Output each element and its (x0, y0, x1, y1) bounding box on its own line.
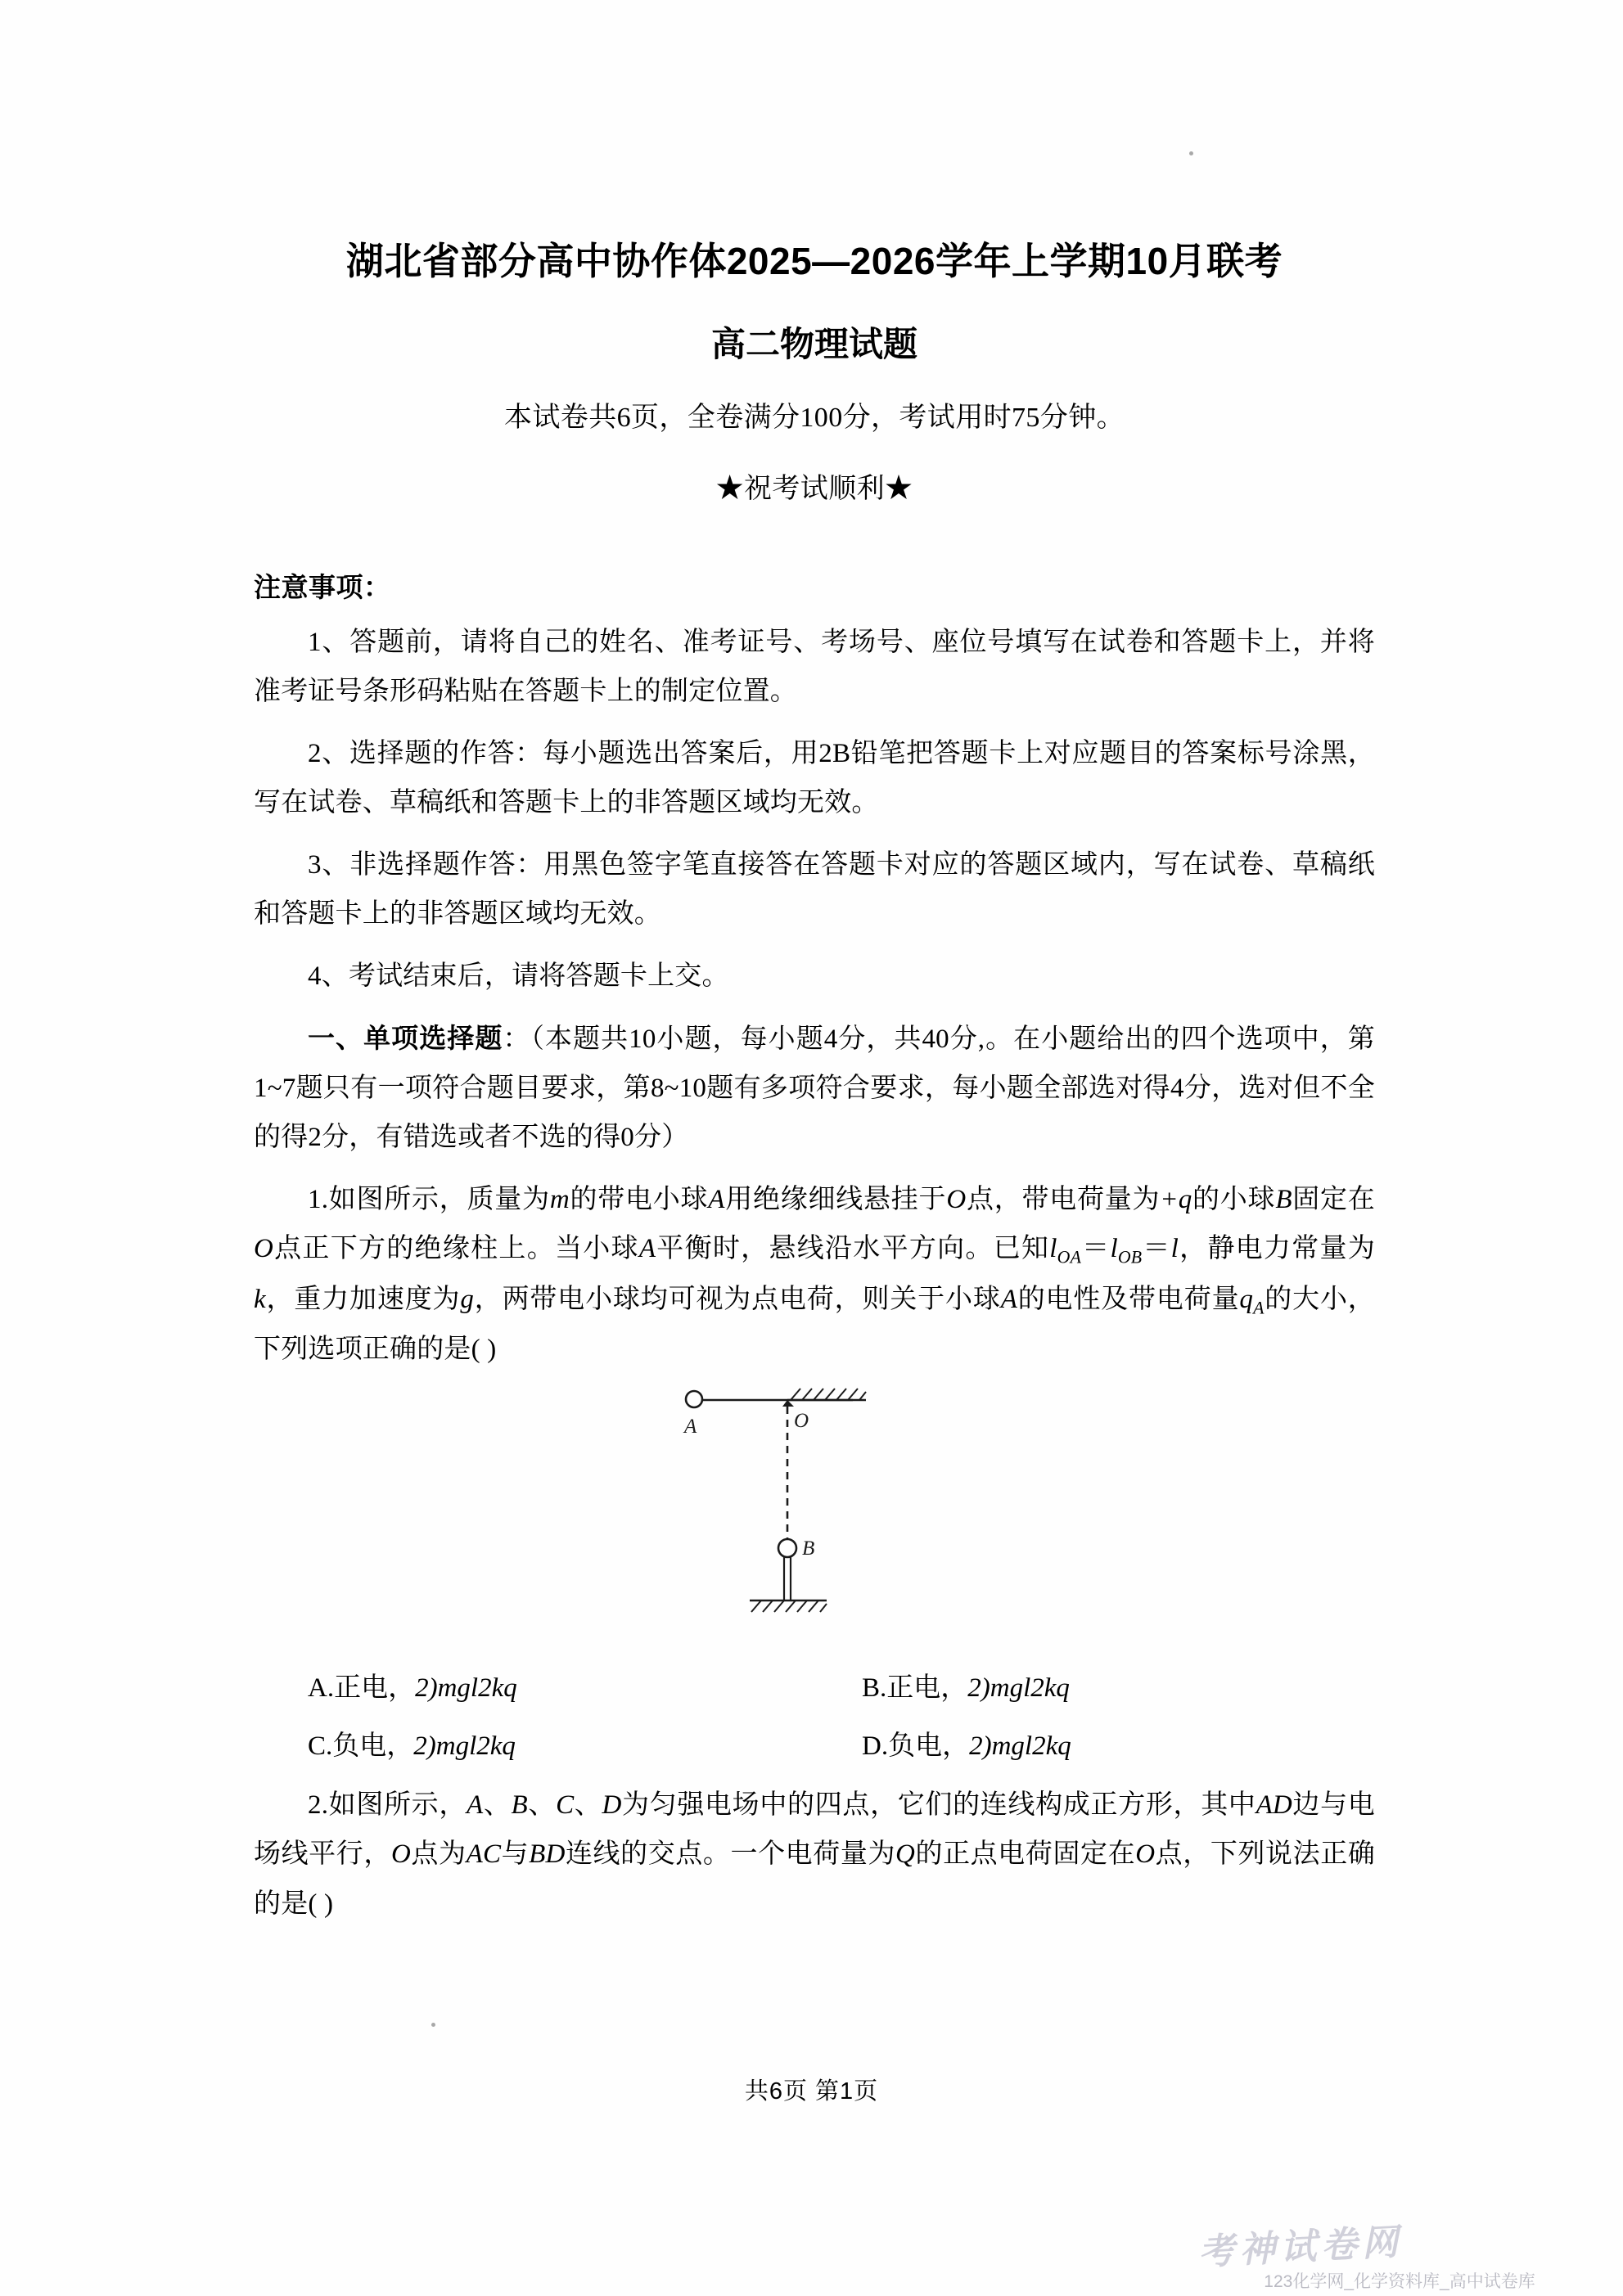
q1-sym-ball-b: B (1275, 1185, 1292, 1215)
q2-delim-1: 、 (483, 1790, 512, 1821)
q2-sym-q: Q (895, 1839, 916, 1870)
notice-item-4: 4、考试结束后，请将答题卡上交。 (308, 961, 729, 992)
q1-sym-m: m (549, 1185, 570, 1215)
option-b-key: B. (862, 1672, 887, 1703)
option-d-formula: 2)mgl2kq (969, 1731, 1071, 1761)
notice-heading: 注意事项： (254, 571, 391, 602)
q2-sym-c: C (556, 1790, 575, 1821)
q1-sym-ball-a2: A (638, 1234, 656, 1264)
q2-delim-3: 、 (574, 1790, 602, 1821)
q1-sym-k: k (254, 1284, 266, 1314)
q1-q: q (1239, 1284, 1254, 1314)
option-c-formula: 2)mgl2kq (413, 1731, 516, 1761)
page-subtitle: 高二物理试题 (710, 324, 917, 363)
figure-label-o: O (794, 1409, 809, 1432)
q2-text-g: 的正点电荷固定在 (915, 1839, 1136, 1870)
q1-l-ob: l (1110, 1234, 1118, 1264)
ball-b-icon (778, 1539, 796, 1557)
question-1-options-row-1 (254, 1667, 1375, 1710)
page-title: 湖北省部分高中协作体2025—2026学年上学期10月联考 (345, 240, 1283, 282)
q1-sym-lob (1110, 1234, 1143, 1267)
q2-sym-b: B (511, 1790, 528, 1821)
q2-sym-o2: O (1135, 1839, 1156, 1870)
q2-text-e: 与 (501, 1839, 530, 1870)
q1-text-d: 点，带电荷量为 (966, 1185, 1161, 1215)
q1-text-k: ，两带电小球均可视为点电荷，则关于小球 (474, 1284, 1001, 1314)
q2-text-b: 为匀强电场中的四点，它们的连线构成正方形，其中 (621, 1790, 1256, 1821)
option-b[interactable] (814, 1667, 1375, 1710)
q1-text-j: ，重力加速度为 (265, 1284, 461, 1314)
q2-sym-o: O (390, 1839, 412, 1870)
q1-sym-point-o: O (946, 1185, 967, 1215)
q1-sub-a: A (1253, 1298, 1265, 1318)
q2-sym-bd: BD (529, 1839, 566, 1870)
question-1-figure (647, 1382, 917, 1648)
q1-sym-ball-a: A (708, 1185, 725, 1215)
watermark-site: 123化学网_化学资料库_高中试卷库 (1264, 2272, 1535, 2291)
q1-sub-oa: OA (1057, 1247, 1082, 1267)
question-1-body (254, 1175, 1375, 1374)
q1-sym-point-o2: O (254, 1234, 274, 1264)
q1-text-h: 平衡时，悬线沿水平方向。已知 (656, 1234, 1050, 1264)
notice-item-2: 2、选择题的作答：每小题选出答案后，用2B铅笔把答题卡上对应题目的答案标号涂黑，写在试卷、草稿纸和答题卡上的非答题区域均无效。 (254, 738, 1375, 817)
q1-text-a: 如图所示，质量为 (328, 1185, 550, 1215)
option-d-text: 负电， (888, 1731, 970, 1761)
option-c-key: C. (308, 1731, 333, 1761)
q1-sub-ob: OB (1117, 1247, 1143, 1267)
q1-eq-1: ＝ (1081, 1234, 1111, 1264)
q1-text-i: ，静电力常量为 (1179, 1234, 1375, 1264)
question-1-figure-wrap (254, 1382, 1375, 1652)
q1-text-g: 点正下方的绝缘柱上。当小球 (273, 1234, 639, 1264)
stray-dot-bottom (431, 2023, 435, 2027)
section-one-label: 一、单项选择题 (308, 1023, 503, 1054)
q2-text-f: 连线的交点。一个电荷量为 (565, 1839, 896, 1870)
q1-text-b: 的带电小球 (569, 1185, 709, 1215)
q1-sym-ball-a3: A (1000, 1284, 1018, 1314)
option-a[interactable] (254, 1667, 814, 1710)
q1-sym-g: g (460, 1284, 475, 1314)
q1-l-oa: l (1049, 1234, 1057, 1264)
q2-sym-a: A (467, 1790, 484, 1821)
q2-text-d: 点为 (411, 1839, 467, 1870)
q1-sym-l: l (1170, 1234, 1179, 1264)
option-a-formula: 2)mgl2kq (415, 1672, 517, 1703)
q2-sym-d: D (602, 1790, 622, 1821)
figure-label-a: A (684, 1415, 697, 1438)
q2-text-a: 如图所示， (328, 1790, 467, 1821)
notice-item-1: 1、答题前，请将自己的姓名、准考证号、考场号、座位号填写在试卷和答题卡上，并将准考证号条形码粘贴在答题卡上的制定位置。 (254, 627, 1375, 706)
question-1-options-row-2 (254, 1725, 1375, 1768)
q1-sym-plus-q: +q (1160, 1185, 1192, 1215)
page-footer: 共6页 第1页 (744, 2078, 879, 2105)
q1-text-l: 的电性及带电荷量 (1017, 1284, 1240, 1314)
ceiling-hatching-icon (791, 1389, 866, 1400)
question-2-body (254, 1781, 1375, 1928)
q1-text-c: 用绝缘细线悬挂于 (724, 1185, 947, 1215)
option-b-text: 正电， (886, 1672, 968, 1703)
question-1-number: 1. (308, 1185, 329, 1215)
q2-text-c: 边与电场线平行， (254, 1790, 1375, 1870)
ground-hatching-icon (751, 1600, 827, 1612)
notice-item-3: 3、非选择题作答：用黑色签字笔直接答在答题卡对应的答题区域内，写在试卷、草稿纸和答题卡上的非答题区域均无效。 (254, 849, 1375, 930)
option-c-text: 负电， (332, 1731, 414, 1761)
q2-sym-ac: AC (466, 1839, 502, 1870)
q2-sym-ad: AD (1256, 1790, 1292, 1821)
question-2-number: 2. (308, 1790, 329, 1821)
option-b-formula: 2)mgl2kq (967, 1672, 1070, 1703)
q1-text-f: 固定在 (1292, 1185, 1375, 1215)
figure-label-b: B (802, 1537, 815, 1560)
q2-delim-2: 、 (527, 1790, 557, 1821)
option-d-key: D. (862, 1731, 889, 1761)
q1-text-m: 的大小，下列选项正确的是( ) (254, 1284, 1375, 1364)
option-a-text: 正电， (334, 1672, 416, 1703)
exam-meta-line: 本试卷共6页，全卷满分100分，考试用时75分钟。 (504, 402, 1125, 433)
section-one-instructions: ：（本题共10小题，每小题4分，共40分,。在小题给出的四个选项中，第1~7题只有一项符合题目要求，第8~10题有多项符合要求，每小题全部选对得4分，选对但不全的得2分，有错选或者不选的得0分） (254, 1024, 1375, 1153)
q1-sym-loa (1049, 1234, 1082, 1267)
q1-sym-qa (1239, 1284, 1265, 1318)
option-c[interactable] (254, 1725, 814, 1768)
document-content (254, 0, 1375, 1929)
q1-text-e: 的小球 (1192, 1185, 1276, 1215)
good-luck-line: ★祝考试顺利★ (715, 473, 913, 504)
section-one-header (254, 1014, 1375, 1162)
electrostatics-diagram-svg (647, 1382, 917, 1644)
q1-eq-2: ＝ (1142, 1234, 1171, 1264)
q2-text-h: 点，下列说法正确的是( ) (254, 1839, 1375, 1919)
ball-a-icon (686, 1391, 702, 1407)
option-a-key: A. (308, 1672, 335, 1703)
option-d[interactable] (814, 1725, 1375, 1768)
watermark-brand: 考神试卷网 (1197, 2222, 1404, 2273)
